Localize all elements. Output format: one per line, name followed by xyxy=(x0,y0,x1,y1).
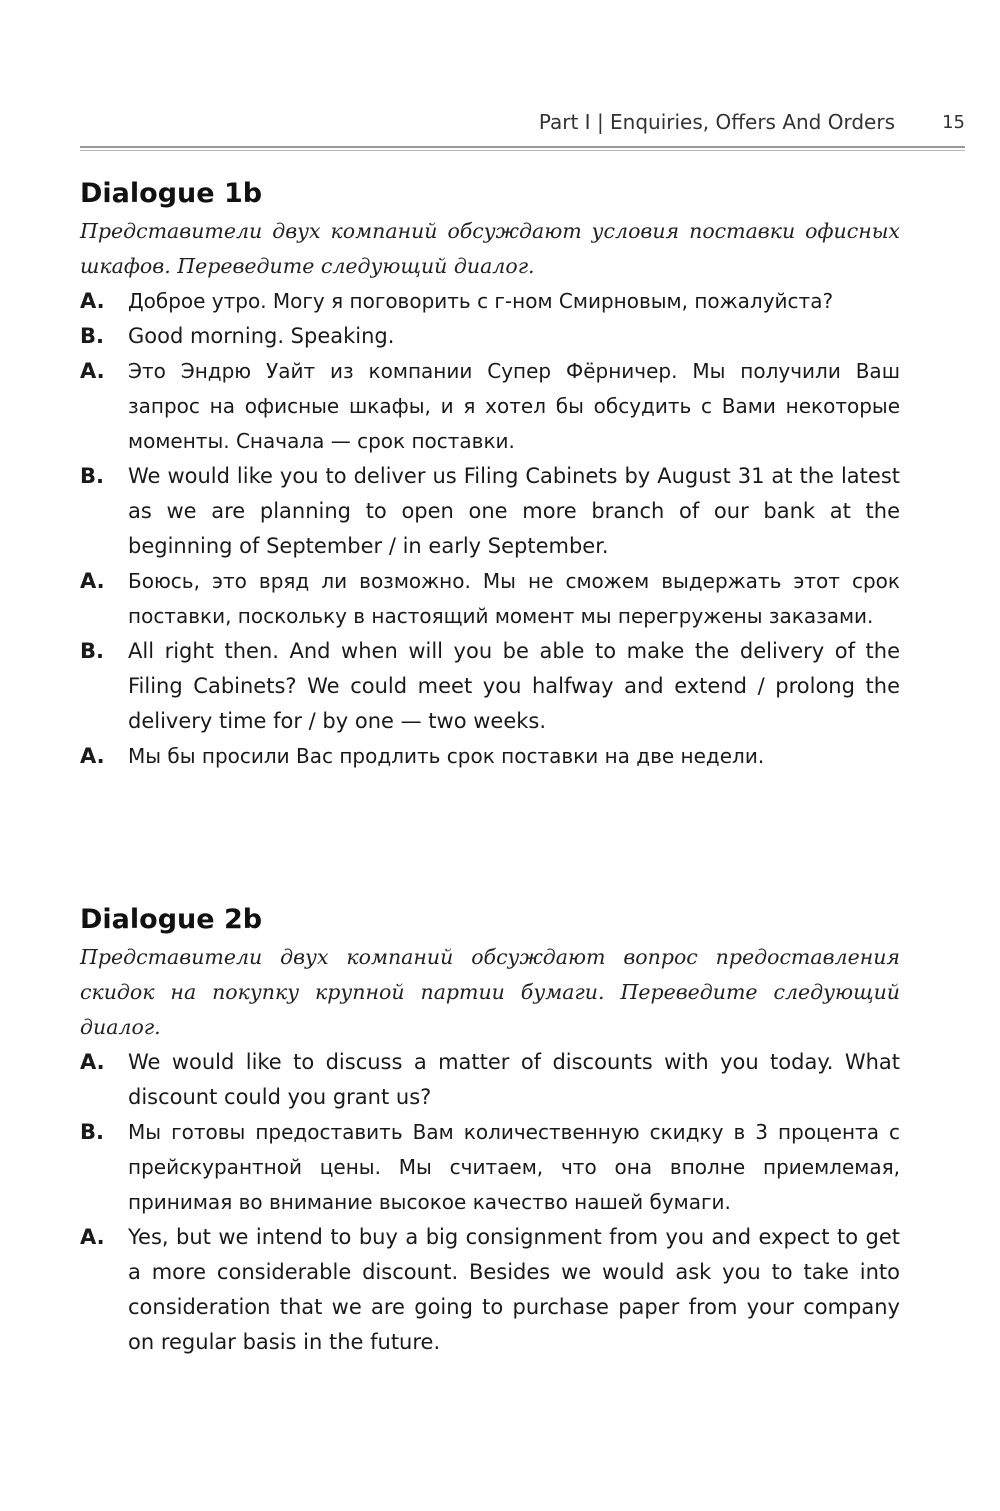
turn-text: All right then. And when will you be able to make the delivery of the Filing Cabinets? We could meet you halfway and extend / prolong the delivery time for / by one — two weeks. xyxy=(128,639,900,733)
speaker-label: A. xyxy=(80,744,105,768)
turn-text: We would like you to deliver us Filing Cabinets by August 31 at the latest as we are planning to open one more branch of our bank at the beginning of September / in early September. xyxy=(128,464,900,558)
turn-text: Мы бы просили Вас продлить срок поставки на две недели. xyxy=(128,744,765,768)
dialogue-section xyxy=(80,902,900,1360)
header-rule xyxy=(80,146,965,148)
dialogue-turn xyxy=(80,284,900,319)
turn-text: Боюсь, это вряд ли возможно. Мы не сможем выдержать этот срок поставки, поскольку в настоящий момент мы перегружены заказами. xyxy=(128,569,900,628)
dialogue-turn xyxy=(80,564,900,634)
turn-text: Мы готовы предоставить Вам количественную скидку в 3 процента с прейскурантной цены. Мы считаем, что она вполне приемлемая, принимая во внимание высокое качество нашей бумаги. xyxy=(128,1120,900,1214)
header-rule-thin xyxy=(80,150,965,151)
dialogue-title: Dialogue 2b xyxy=(80,904,263,935)
dialogue-turn xyxy=(80,1115,900,1220)
dialogue-turn xyxy=(80,459,900,564)
turn-text: Это Эндрю Уайт из компании Супер Фёрничер. Мы получили Ваш запрос на офисные шкафы, и я хотел бы обсудить с Вами некоторые моменты. Сначала — срок поставки. xyxy=(128,359,900,453)
speaker-label: B. xyxy=(80,639,104,663)
dialogue-turns xyxy=(80,1045,900,1360)
speaker-label: B. xyxy=(80,324,104,348)
speaker-label: A. xyxy=(80,1050,105,1074)
dialogue-instructions: Представители двух компаний обсуждают условия поставки офисных шкафов. Переведите следующий диалог. xyxy=(80,219,900,278)
speaker-label: B. xyxy=(80,464,104,488)
dialogue-title: Dialogue 1b xyxy=(80,178,263,209)
running-title: Part I | Enquiries, Offers And Orders xyxy=(538,110,895,134)
turn-text: Доброе утро. Могу я поговорить с г-ном Смирновым, пожалуйста? xyxy=(128,289,834,313)
dialogue-turn xyxy=(80,1220,900,1360)
dialogue-turns xyxy=(80,284,900,774)
turn-text: Yes, but we intend to buy a big consignment from you and expect to get a more considerable discount. Besides we would ask you to take into consideration that we are going to purchase paper from your company on regular basis in the future. xyxy=(128,1225,900,1354)
speaker-label: A. xyxy=(80,569,105,593)
turn-text: Good morning. Speaking. xyxy=(128,324,395,348)
dialogue-turn xyxy=(80,739,900,774)
speaker-label: A. xyxy=(80,289,105,313)
running-header xyxy=(80,110,965,140)
speaker-label: A. xyxy=(80,1225,105,1249)
dialogue-turn xyxy=(80,1045,900,1115)
page-number: 15 xyxy=(942,112,965,133)
dialogue-section xyxy=(80,176,900,774)
speaker-label: B. xyxy=(80,1120,104,1144)
dialogue-turn xyxy=(80,354,900,459)
dialogue-instructions: Представители двух компаний обсуждают вопрос предоставления скидок на покупку крупной партии бумаги. Переведите следующий диалог. xyxy=(80,945,900,1039)
dialogue-turn xyxy=(80,634,900,739)
speaker-label: A. xyxy=(80,359,105,383)
dialogue-turn xyxy=(80,319,900,354)
turn-text: We would like to discuss a matter of discounts with you today. What discount could you grant us? xyxy=(128,1050,900,1109)
